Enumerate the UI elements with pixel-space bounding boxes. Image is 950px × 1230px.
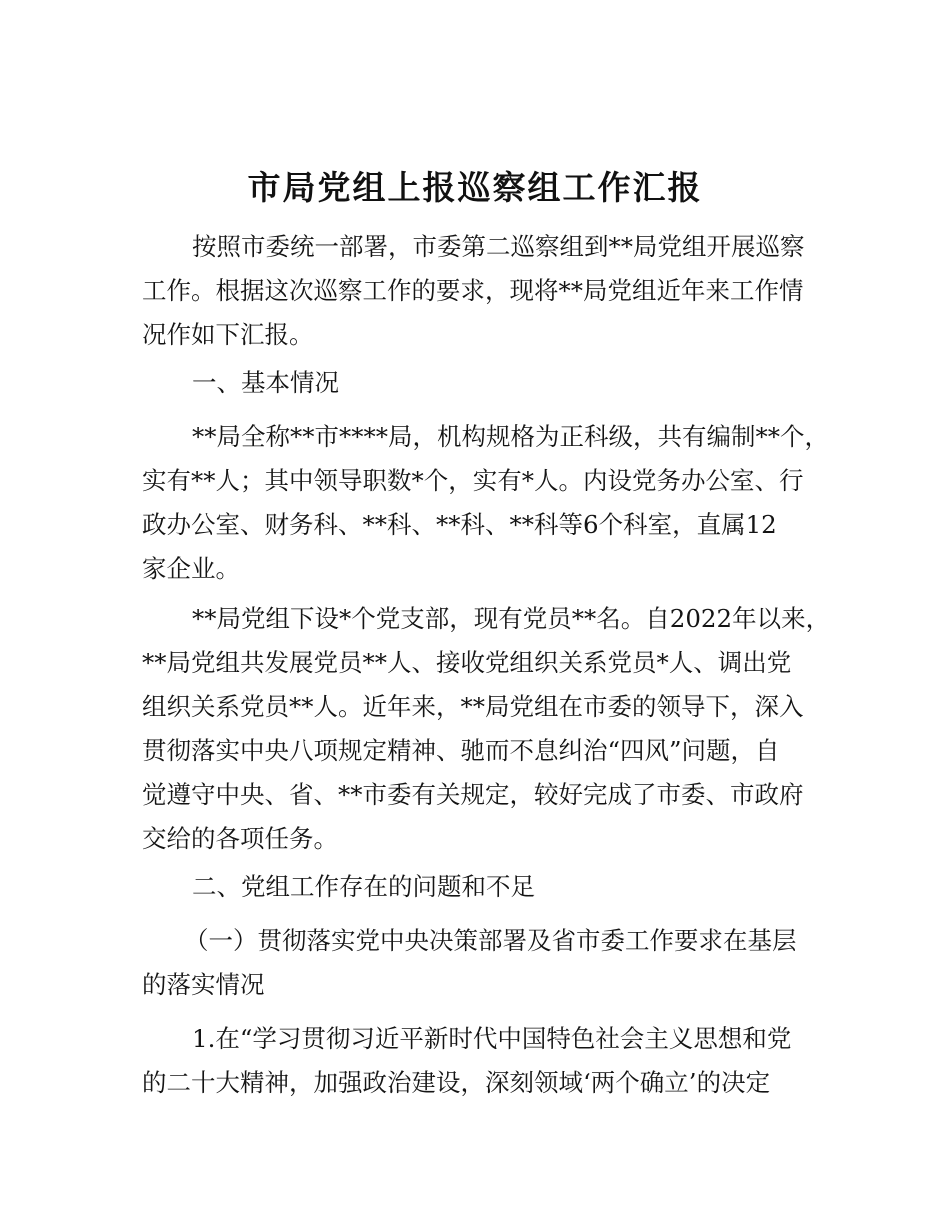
text-line: 组织关系党员**人。近年来，**局党组在市委的领导下，深入 [142,692,804,721]
text-line: **局党组下设*个党支部，现有党员**名。自2022年以来， [192,604,831,633]
text-line: 贯彻落实中央八项规定精神、驰而不息纠治“四风”问题，自 [142,736,780,765]
text-line: 政办公室、财务科、**科、**科、**科等6个科室，直属12 [142,510,777,539]
text-line: 家企业。 [142,554,240,583]
text-line: 的落实情况 [142,970,265,999]
section-heading-problems [142,865,817,909]
text-line: **局党组共发展党员**人、接收党组织关系党员*人、调出党 [142,648,792,677]
subsection-heading [142,919,817,1007]
paragraph-intro [142,225,817,357]
text-line: 按照市委统一部署，市委第二巡察组到**局党组开展巡察 [192,232,805,261]
text-line: 实有**人；其中领导职数*个，实有*人。内设党务办公室、行 [142,466,804,495]
section-heading-basic [142,361,817,405]
text-line: 1.在“学习贯彻习近平新时代中国特色社会主义思想和党 [192,1024,792,1053]
text-line: 的二十大精神，加强政治建设，深刻领域‘两个确立’的决定 [142,1068,771,1097]
heading-line: 二、党组工作存在的问题和不足 [192,872,535,901]
paragraph-item-1 [142,1017,817,1105]
text-line: 觉遵守中央、省、**市委有关规定，较好完成了市委、市政府 [142,780,804,809]
text-line: 工作。根据这次巡察工作的要求，现将**局党组近年来工作情 [142,276,804,305]
text-line: 况作如下汇报。 [142,320,314,349]
heading-line: 一、基本情况 [192,368,339,397]
paragraph-basic-info [142,415,829,591]
text-line: （一）贯彻落实党中央决策部署及省市委工作要求在基层 [184,926,797,955]
document-title: 市局党组上报巡察组工作汇报 [247,168,703,207]
paragraph-party-info [142,597,831,861]
text-line: 交给的各项任务。 [142,824,338,853]
text-line: **局全称**市****局，机构规格为正科级，共有编制**个， [192,422,829,451]
